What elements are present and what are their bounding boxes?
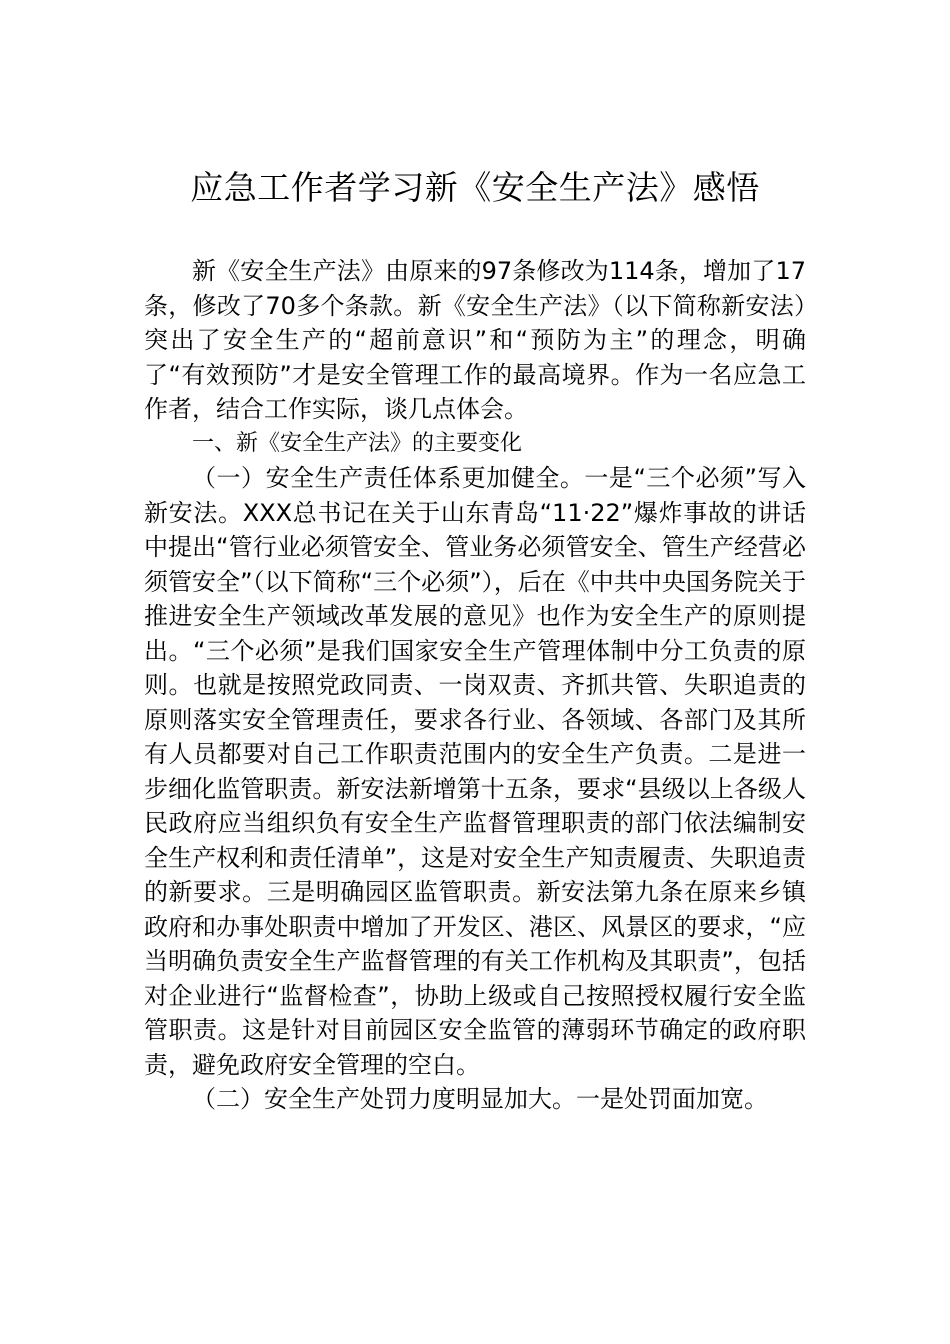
section-heading-1: 一、新《安全生产法》的主要变化 [192,430,523,456]
document-title: 应急工作者学习新《安全生产法》感悟 [190,168,760,207]
document-body [144,254,806,1117]
subsection-paragraph-1: （一）安全生产责任体系更加健全。一是“三个必须”写入新安法。XXX总书记在关于山东青岛“11·22”爆炸事故的讲话中提出“管行业必须管安全、管业务必须管安全、管生产经营必须管安全”（以下简称“三个必须”），后在《中共中央国务院关于推进安全生产领域改革发展的意见》也作为安全生产的原则提出。“三个必须”是我们国家安全生产管理体制中分工负责的原则。也就是按照党政同责、一岗双责、齐抓共管、失职追责的原则落实安全管理责任，要求各行业、各领域、各部门及其所有人员都要对自己工作职责范围内的安全生产负责。二是进一步细化监管职责。新安法新增第十五条，要求“县级以上各级人民政府应当组织负有安全生产监督管理职责的部门依法编制安全生产权利和责任清单”，这是对安全生产知责履责、失职追责的新要求。三是明确园区监管职责。新安法第九条在原来乡镇政府和办事处职责中增加了开发区、港区、风景区的要求，“应当明确负责安全生产监督管理的有关工作机构及其职责”，包括对企业进行“监督检查”，协助上级或自己按照授权履行安全监管职责。这是针对目前园区安全监管的薄弱环节确定的政府职责，避免政府安全管理的空白。 [144,464,806,1079]
subsection-paragraph-2: （二）安全生产处罚力度明显加大。一是处罚面加宽。 [192,1085,768,1113]
intro-paragraph: 新《安全生产法》由原来的97条修改为114条，增加了17条，修改了70多个条款。新《安全生产法》（以下简称新安法）突出了安全生产的“超前意识”和“预防为主”的理念，明确了“有效预防”才是安全管理工作的最高境界。作为一名应急工作者，结合工作实际，谈几点体会。 [144,257,806,423]
